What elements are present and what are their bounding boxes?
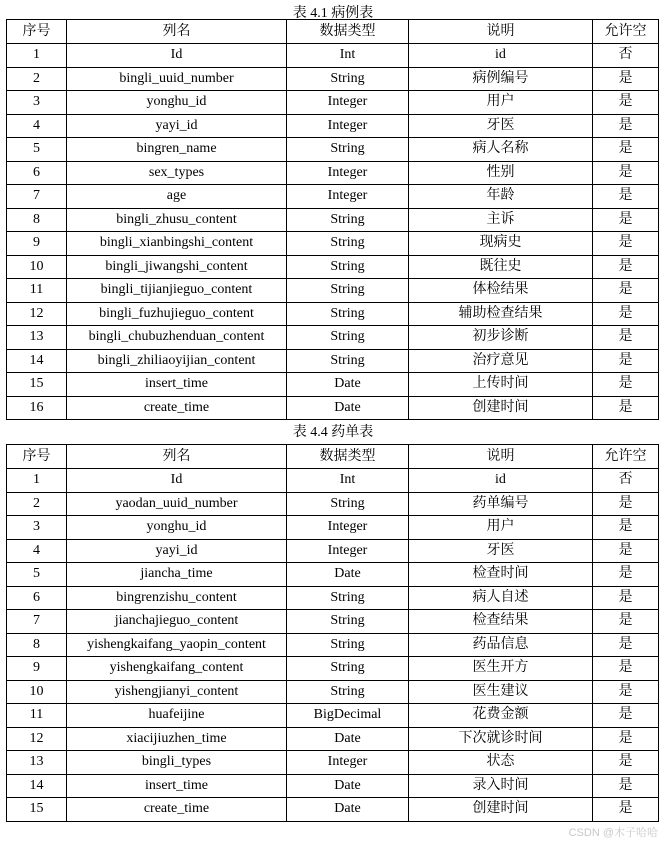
cell-column-name: insert_time [67,774,287,798]
cell-column-name: yayi_id [67,114,287,138]
cell-seq: 14 [7,774,67,798]
cell-seq: 15 [7,373,67,397]
header-seq: 序号 [7,20,67,44]
table-row [7,349,659,373]
cell-seq: 11 [7,279,67,303]
cell-description: 检查结果 [409,610,593,634]
cell-seq: 1 [7,44,67,68]
cell-data-type: String [287,657,409,681]
cell-seq: 6 [7,586,67,610]
cell-column-name: bingli_zhiliaoyijian_content [67,349,287,373]
table-row [7,516,659,540]
cell-data-type: Integer [287,751,409,775]
cell-column-name: yaodan_uuid_number [67,492,287,516]
cell-column-name: age [67,185,287,209]
cell-seq: 12 [7,727,67,751]
cell-data-type: String [287,633,409,657]
cell-seq: 5 [7,138,67,162]
cell-data-type: String [287,349,409,373]
cell-column-name: sex_types [67,161,287,185]
cell-nullable: 是 [593,373,659,397]
cell-nullable: 是 [593,727,659,751]
cell-data-type: Date [287,798,409,822]
cell-column-name: bingli_uuid_number [67,67,287,91]
cell-nullable: 是 [593,633,659,657]
cell-data-type: Integer [287,161,409,185]
table-row [7,539,659,563]
cell-seq: 4 [7,539,67,563]
cell-column-name: jianchajieguo_content [67,610,287,634]
table-row [7,586,659,610]
cell-data-type: String [287,67,409,91]
table-row [7,563,659,587]
cell-data-type: Date [287,563,409,587]
table-row [7,114,659,138]
cell-data-type: BigDecimal [287,704,409,728]
cell-data-type: Date [287,373,409,397]
table-row [7,774,659,798]
cell-seq: 14 [7,349,67,373]
header-nullable: 允许空 [593,445,659,469]
cell-nullable: 是 [593,798,659,822]
cell-column-name: yayi_id [67,539,287,563]
cell-seq: 2 [7,492,67,516]
header-seq: 序号 [7,445,67,469]
cell-seq: 15 [7,798,67,822]
cell-nullable: 是 [593,774,659,798]
cell-nullable: 是 [593,539,659,563]
cell-seq: 1 [7,469,67,493]
cell-nullable: 是 [593,67,659,91]
cell-data-type: Integer [287,539,409,563]
cell-column-name: bingli_types [67,751,287,775]
cell-data-type: Int [287,469,409,493]
cell-nullable: 是 [593,326,659,350]
cell-description: 主诉 [409,208,593,232]
header-data-type: 数据类型 [287,20,409,44]
cell-seq: 8 [7,633,67,657]
cell-description: 体检结果 [409,279,593,303]
cell-column-name: yishengkaifang_content [67,657,287,681]
cell-data-type: String [287,492,409,516]
cell-seq: 13 [7,751,67,775]
cell-data-type: String [287,232,409,256]
cell-description: 用户 [409,91,593,115]
cell-description: 状态 [409,751,593,775]
table-row [7,657,659,681]
cell-column-name: yonghu_id [67,516,287,540]
table-row [7,279,659,303]
table-row [7,91,659,115]
cell-data-type: String [287,610,409,634]
cell-data-type: Date [287,396,409,420]
cell-column-name: bingren_name [67,138,287,162]
cell-data-type: String [287,255,409,279]
cell-nullable: 否 [593,44,659,68]
cell-description: 药品信息 [409,633,593,657]
table-row [7,751,659,775]
table-row [7,704,659,728]
cell-column-name: bingli_fuzhujieguo_content [67,302,287,326]
cell-nullable: 是 [593,492,659,516]
header-data-type: 数据类型 [287,445,409,469]
table1-caption: 表 4.1 病例表 [292,6,374,21]
yaodan-table [6,444,659,822]
table-row [7,255,659,279]
cell-seq: 2 [7,67,67,91]
cell-seq: 7 [7,185,67,209]
cell-nullable: 是 [593,680,659,704]
cell-data-type: Integer [287,185,409,209]
cell-data-type: Date [287,727,409,751]
cell-column-name: Id [67,469,287,493]
cell-seq: 8 [7,208,67,232]
cell-description: 药单编号 [409,492,593,516]
cell-description: 性别 [409,161,593,185]
cell-column-name: create_time [67,798,287,822]
table-row [7,633,659,657]
cell-seq: 4 [7,114,67,138]
cell-column-name: bingli_tijianjieguo_content [67,279,287,303]
cell-description: id [409,469,593,493]
cell-nullable: 是 [593,255,659,279]
cell-column-name: bingli_xianbingshi_content [67,232,287,256]
cell-nullable: 是 [593,396,659,420]
cell-column-name: bingli_zhusu_content [67,208,287,232]
cell-description: 检查时间 [409,563,593,587]
cell-description: 既往史 [409,255,593,279]
cell-data-type: String [287,279,409,303]
cell-description: 医生开方 [409,657,593,681]
cell-seq: 11 [7,704,67,728]
table-row [7,680,659,704]
cell-data-type: String [287,138,409,162]
cell-nullable: 是 [593,232,659,256]
table-row [7,727,659,751]
cell-column-name: jiancha_time [67,563,287,587]
table-row [7,185,659,209]
cell-seq: 7 [7,610,67,634]
cell-data-type: Integer [287,91,409,115]
table-row [7,208,659,232]
cell-nullable: 是 [593,610,659,634]
cell-column-name: insert_time [67,373,287,397]
cell-description: 辅助检查结果 [409,302,593,326]
table-row [7,326,659,350]
table-row [7,67,659,91]
table-row [7,302,659,326]
cell-description: 花费金额 [409,704,593,728]
table-row [7,396,659,420]
cell-seq: 10 [7,255,67,279]
cell-data-type: Integer [287,516,409,540]
cell-description: 牙医 [409,539,593,563]
cell-seq: 9 [7,232,67,256]
cell-column-name: xiacijiuzhen_time [67,727,287,751]
cell-description: 上传时间 [409,373,593,397]
table2-caption: 表 4.4 药单表 [292,425,374,440]
cell-column-name: bingrenzishu_content [67,586,287,610]
cell-column-name: huafeijine [67,704,287,728]
watermark: CSDN @木子哈哈 [568,827,658,839]
cell-column-name: yonghu_id [67,91,287,115]
cell-description: 用户 [409,516,593,540]
cell-description: 初步诊断 [409,326,593,350]
cell-seq: 10 [7,680,67,704]
table-row [7,469,659,493]
cell-nullable: 是 [593,563,659,587]
cell-description: 治疗意见 [409,349,593,373]
cell-nullable: 是 [593,161,659,185]
cell-nullable: 是 [593,302,659,326]
cell-description: 下次就诊时间 [409,727,593,751]
cell-seq: 3 [7,91,67,115]
header-column-name: 列名 [67,20,287,44]
bingli-table [6,19,659,420]
cell-nullable: 是 [593,114,659,138]
cell-data-type: String [287,326,409,350]
header-row [7,445,659,469]
cell-description: 现病史 [409,232,593,256]
cell-description: 牙医 [409,114,593,138]
table-row [7,373,659,397]
table-row [7,232,659,256]
cell-data-type: String [287,208,409,232]
cell-nullable: 是 [593,516,659,540]
cell-data-type: Int [287,44,409,68]
cell-description: 病人名称 [409,138,593,162]
cell-nullable: 是 [593,279,659,303]
cell-description: id [409,44,593,68]
cell-nullable: 是 [593,91,659,115]
cell-column-name: Id [67,44,287,68]
cell-nullable: 否 [593,469,659,493]
cell-nullable: 是 [593,349,659,373]
cell-nullable: 是 [593,185,659,209]
table-row [7,44,659,68]
cell-description: 录入时间 [409,774,593,798]
cell-seq: 3 [7,516,67,540]
cell-column-name: bingli_jiwangshi_content [67,255,287,279]
cell-nullable: 是 [593,208,659,232]
cell-seq: 9 [7,657,67,681]
cell-data-type: String [287,302,409,326]
cell-description: 医生建议 [409,680,593,704]
cell-seq: 12 [7,302,67,326]
cell-nullable: 是 [593,657,659,681]
header-column-name: 列名 [67,445,287,469]
cell-seq: 6 [7,161,67,185]
cell-description: 病例编号 [409,67,593,91]
table-row [7,798,659,822]
header-row [7,20,659,44]
cell-description: 创建时间 [409,396,593,420]
cell-nullable: 是 [593,704,659,728]
cell-description: 创建时间 [409,798,593,822]
cell-seq: 5 [7,563,67,587]
cell-nullable: 是 [593,586,659,610]
cell-seq: 13 [7,326,67,350]
table-row [7,161,659,185]
cell-nullable: 是 [593,138,659,162]
cell-column-name: bingli_chubuzhenduan_content [67,326,287,350]
header-description: 说明 [409,20,593,44]
cell-data-type: String [287,586,409,610]
cell-column-name: yishengkaifang_yaopin_content [67,633,287,657]
cell-description: 年龄 [409,185,593,209]
cell-description: 病人自述 [409,586,593,610]
cell-data-type: Date [287,774,409,798]
table-row [7,492,659,516]
table-row [7,138,659,162]
cell-column-name: yishengjianyi_content [67,680,287,704]
cell-data-type: Integer [287,114,409,138]
table-row [7,610,659,634]
cell-nullable: 是 [593,751,659,775]
header-nullable: 允许空 [593,20,659,44]
header-description: 说明 [409,445,593,469]
cell-data-type: String [287,680,409,704]
cell-seq: 16 [7,396,67,420]
cell-column-name: create_time [67,396,287,420]
